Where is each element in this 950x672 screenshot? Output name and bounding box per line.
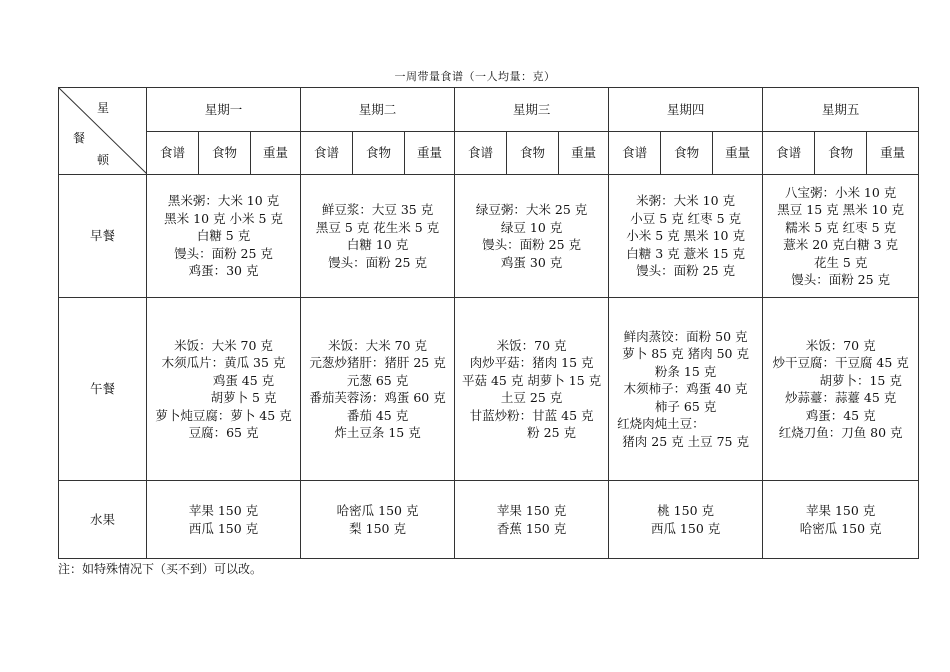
menu-line: 苹果 150 克 [496,503,567,518]
sub-header-weight: 重量 [559,131,609,175]
menu-line: 白糖 3 克 薏米 15 克 [626,245,745,261]
corner-label-dun: 顿 [97,153,110,167]
menu-line: 绿豆 10 克 [500,219,563,235]
corner-label-day: 星 [97,101,110,115]
sub-header-food: 食物 [353,131,405,175]
menu-line: 米饭：70 克 [496,337,567,353]
menu-line: 元葱 65 克 [346,372,409,388]
footnote: 注：如特殊情况下（买不到）可以改。 [58,562,263,576]
day-header-tue: 星期二 [301,88,455,132]
menu-line: 梨 150 克 [349,520,406,536]
menu-cell-lunch-mon [147,298,301,481]
menu-line: 香蕉 150 克 [496,520,567,536]
day-header-fri: 星期五 [763,88,919,132]
menu-line: 鲜豆浆：大豆 35 克 [321,202,434,217]
menu-line: 小米 5 克 黑米 10 克 [626,228,745,244]
menu-cell-lunch-tue [301,298,455,481]
menu-line: 白糖 5 克 [196,228,251,244]
sub-header-recipe: 食谱 [301,131,353,175]
menu-line: 馒头：面粉 25 克 [328,254,427,270]
menu-line: 黑米 10 克 小米 5 克 [164,210,283,226]
menu-cell-fruit-tue [301,481,455,559]
sub-header-food: 食物 [507,131,559,175]
sub-header-weight: 重量 [405,131,455,175]
menu-line: 小豆 5 克 红枣 5 克 [630,210,741,226]
menu-line: 白糖 10 克 [346,237,409,252]
menu-line: 糯米 5 克 红枣 5 克 [785,219,897,235]
menu-line: 番茄 45 克 [346,407,409,423]
menu-cell-lunch-wed [455,298,609,481]
menu-line: 哈密瓜 150 克 [799,520,882,536]
menu-line: 粉 25 克 [527,425,576,440]
menu-cell-breakfast-mon [147,175,301,298]
menu-line: 黑豆 5 克 花生米 5 克 [315,219,440,235]
menu-line: 炒蒜薹：蒜薹 45 克 [784,390,897,405]
menu-line: 黑豆 15 克 黑米 10 克 [777,202,904,217]
menu-line: 米饭：大米 70 克 [174,337,273,353]
meal-label-lunch: 午餐 [59,298,147,481]
sub-header-food: 食物 [661,131,713,175]
sub-header-food: 食物 [199,131,251,175]
menu-cell-fruit-wed [455,481,609,559]
menu-line: 米饭：70 克 [805,337,876,353]
menu-line: 薏米 20 克白糖 3 克 [783,237,899,252]
menu-line: 胡萝卜 5 克 [210,390,277,405]
menu-line: 番茄芙蓉汤：鸡蛋 60 克 [309,390,446,405]
menu-cell-fruit-mon [147,481,301,559]
menu-line: 鸡蛋 30 克 [500,254,563,270]
menu-line: 元葱炒猪肝：猪肝 25 克 [309,355,446,370]
menu-line: 豆腐：65 克 [188,425,259,440]
menu-table [58,87,919,559]
menu-line: 胡萝卜：15 克 [819,372,902,388]
menu-line: 鸡蛋：45 克 [805,407,876,423]
sub-header-recipe: 食谱 [147,131,199,175]
menu-line: 苹果 150 克 [188,503,259,518]
menu-line: 桃 150 克 [657,503,715,518]
menu-cell-breakfast-thu [609,175,763,298]
menu-line: 平菇 45 克 胡萝卜 15 克 [461,372,602,388]
menu-line: 粉条 15 克 [654,363,717,379]
menu-line: 红烧肉炖土豆： [617,416,705,432]
menu-cell-breakfast-wed [455,175,609,298]
menu-cell-fruit-thu [609,481,763,559]
menu-line: 西瓜 150 克 [650,520,721,536]
menu-line: 鸡蛋：30 克 [188,263,259,279]
menu-line: 萝卜 85 克 猪肉 50 克 [622,346,749,362]
menu-line: 红烧刀鱼：刀鱼 80 克 [778,425,903,440]
menu-line: 土豆 25 克 [500,390,563,405]
day-header-wed: 星期三 [455,88,609,132]
menu-line: 甘蓝炒粉：甘蓝 45 克 [469,407,594,423]
sub-header-recipe: 食谱 [763,131,815,175]
menu-line: 柿子 65 克 [654,398,717,414]
menu-line: 木须柿子：鸡蛋 40 克 [623,381,748,397]
menu-line: 哈密瓜 150 克 [336,503,419,518]
menu-line: 苹果 150 克 [805,503,876,518]
page-title: 一周带量食谱（一人均量：克） [394,70,556,83]
menu-cell-lunch-thu [609,298,763,481]
menu-line: 花生 5 克 [813,254,868,270]
menu-line: 米饭：大米 70 克 [328,337,427,353]
menu-line: 米粥：大米 10 克 [636,193,736,209]
menu-line: 肉炒平菇：猪肉 15 克 [469,355,594,370]
menu-line: 绿豆粥：大米 25 克 [475,202,588,217]
menu-line: 馒头：面粉 25 克 [482,237,581,252]
menu-line: 木须瓜片：黄瓜 35 克 [161,355,286,370]
sub-header-recipe: 食谱 [609,131,661,175]
menu-line: 萝卜炖豆腐：萝卜 45 克 [155,407,292,423]
meal-label-breakfast: 早餐 [59,175,147,298]
menu-line: 炸土豆条 15 克 [334,425,421,440]
day-header-thu: 星期四 [609,88,763,132]
corner-header-cell [59,88,147,175]
corner-label-meal: 餐 [73,131,86,145]
menu-line: 鸡蛋 45 克 [212,372,275,388]
menu-line: 黑米粥：大米 10 克 [167,193,280,209]
menu-line: 西瓜 150 克 [188,520,259,536]
sub-header-weight: 重量 [251,131,301,175]
menu-line: 猪肉 25 克 土豆 75 克 [622,433,749,449]
sub-header-weight: 重量 [713,131,763,175]
menu-cell-breakfast-tue [301,175,455,298]
menu-line: 炒干豆腐：干豆腐 45 克 [772,355,909,370]
menu-cell-fruit-fri [763,481,919,559]
menu-line: 鲜肉蒸饺：面粉 50 克 [623,328,748,344]
sub-header-food: 食物 [815,131,867,175]
menu-line: 馒头：面粉 25 克 [791,272,891,287]
menu-line: 馒头：面粉 25 克 [636,263,736,279]
meal-label-fruit: 水果 [59,481,147,559]
sub-header-weight: 重量 [867,131,919,175]
menu-line: 馒头：面粉 25 克 [174,245,273,261]
sub-header-recipe: 食谱 [455,131,507,175]
menu-line: 八宝粥：小米 10 克 [784,184,897,200]
menu-cell-lunch-fri [763,298,919,481]
day-header-mon: 星期一 [147,88,301,132]
menu-cell-breakfast-fri [763,175,919,298]
